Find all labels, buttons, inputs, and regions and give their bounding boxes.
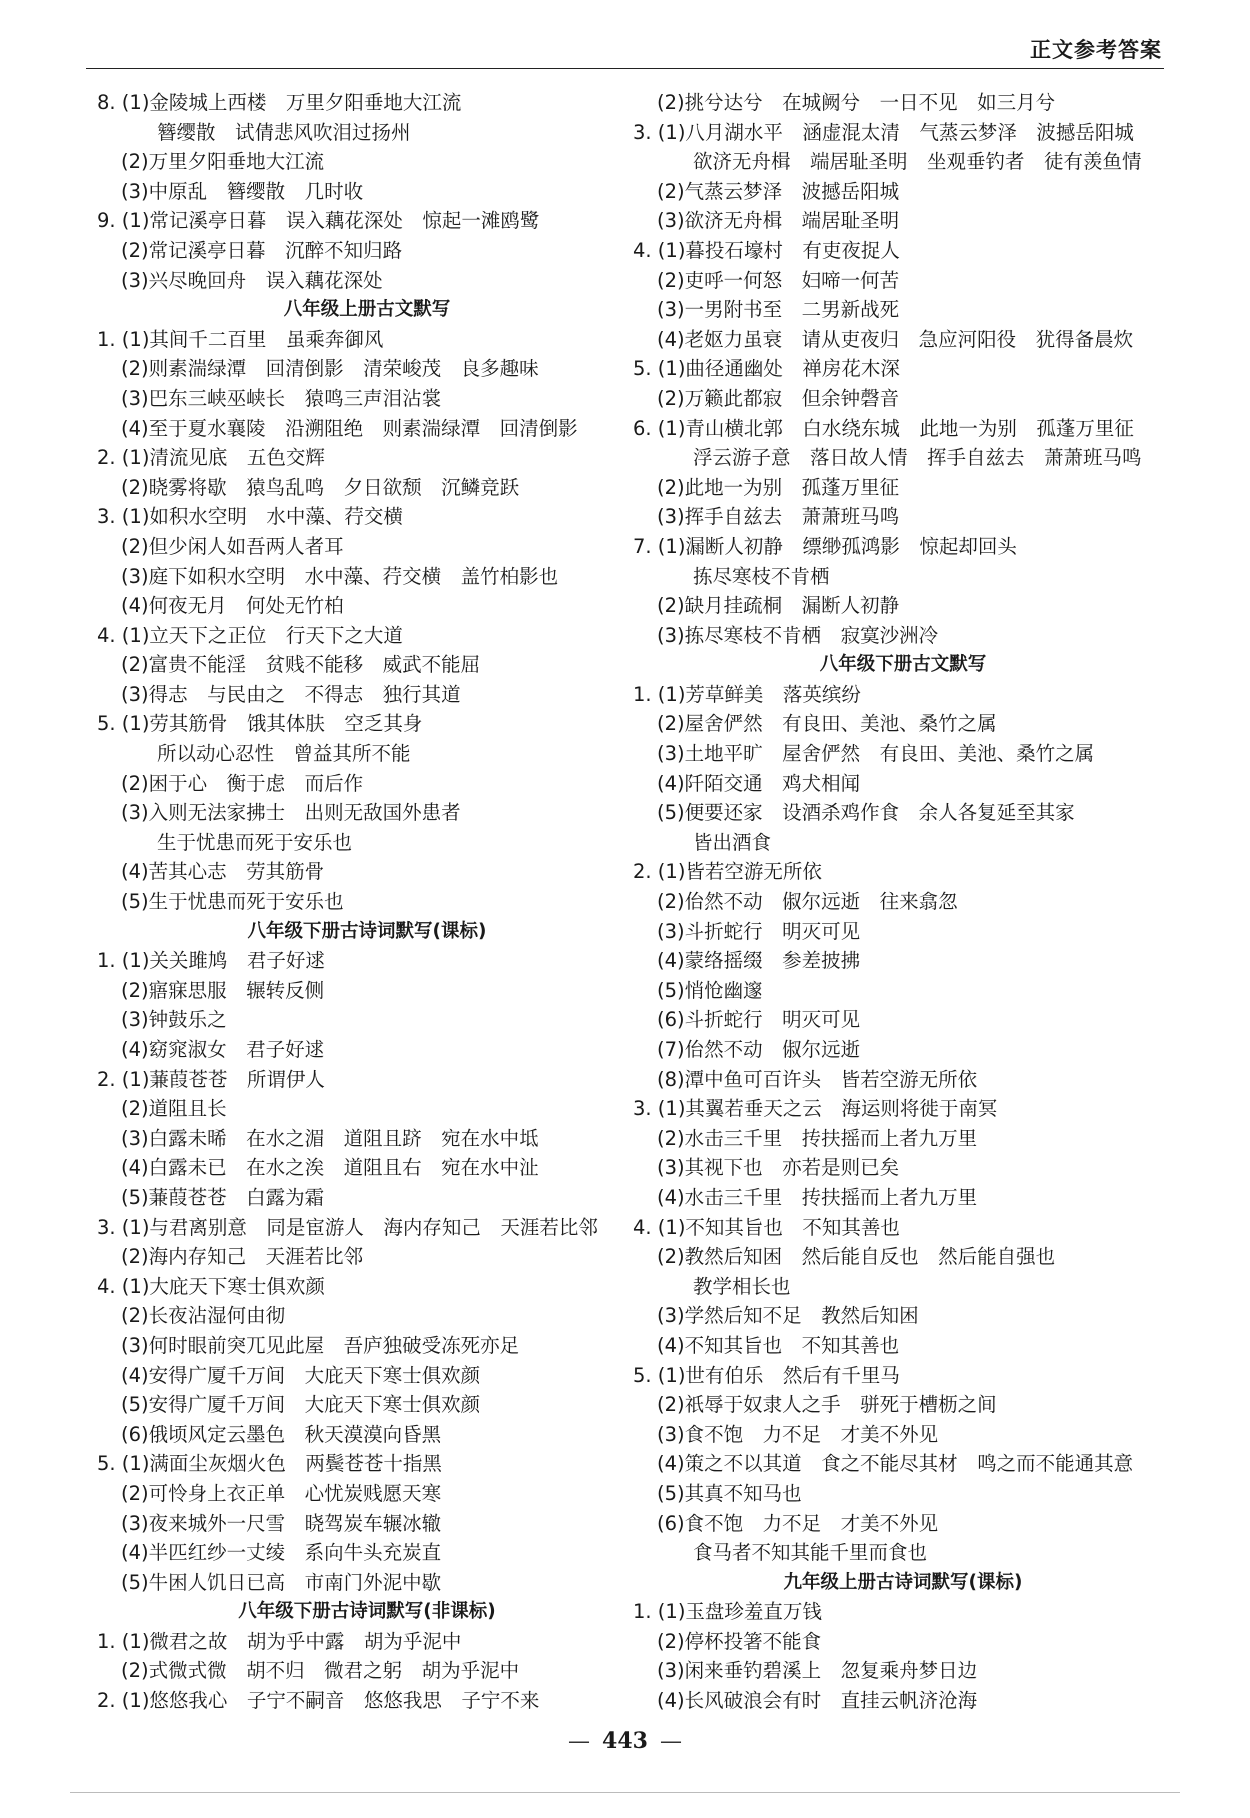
- answer-line: (4)苦其心志 劳其筋骨: [121, 860, 325, 884]
- section-heading: 八年级下册古诗词默写(非课标): [238, 1601, 496, 1623]
- answer-line: (3)得志 与民由之 不得志 独行其道: [121, 682, 461, 706]
- answer-line: (4)至于夏水襄陵 沿溯阻绝 则素湍绿潭 回清倒影: [121, 416, 578, 440]
- answer-line: (3)何时眼前突兀见此屋 吾庐独破受冻死亦足: [121, 1333, 520, 1357]
- answer-line: 生于忧患而死于安乐也: [157, 830, 353, 854]
- answer-line: (4)窈窕淑女 君子好逑: [121, 1038, 325, 1061]
- header-divider: [86, 68, 1164, 69]
- answer-line: (4)不知其旨也 不知其善也: [657, 1333, 900, 1357]
- answer-line: (4)蒙络摇缀 参差披拂: [657, 949, 861, 973]
- answer-line: 欲济无舟楫 端居耻圣明 坐观垂钓者 徒有羡鱼情: [693, 150, 1142, 174]
- answer-line: 浮云游子意 落日故人情 挥手自兹去 萧萧班马鸣: [693, 446, 1142, 470]
- answer-line: (2)常记溪亭日暮 沉醉不知归路: [121, 238, 403, 262]
- answer-line: (2)屋舍俨然 有良田、美池、桑竹之属: [657, 712, 997, 736]
- answer-line: (3)白露未晞 在水之湄 道阻且跻 宛在水中坻: [121, 1126, 539, 1150]
- answer-line: (2)吏呼一何怒 妇啼一何苦: [657, 268, 900, 292]
- section-heading: 八年级上册古文默写: [283, 299, 451, 321]
- answer-line: (4)老妪力虽衰 请从吏夜归 急应河阳役 犹得备晨炊: [657, 327, 1134, 351]
- answer-line: 所以动心忍性 曾益其所不能: [157, 742, 411, 766]
- answer-line: (3)挥手自兹去 萧萧班马鸣: [657, 505, 900, 529]
- page-header-title: 正文参考答案: [1030, 38, 1162, 62]
- answer-line: (2)式微式微 胡不归 微君之躬 胡为乎泥中: [121, 1659, 520, 1683]
- answer-line: (3)庭下如积水空明 水中藻、荇交横 盖竹柏影也: [121, 564, 559, 588]
- answer-line: (2)则素湍绿潭 回清倒影 清荣峻茂 良多趣味: [121, 357, 539, 381]
- answer-line: (3)拣尽寒枝不肯栖 寂寞沙洲冷: [657, 623, 939, 647]
- answer-line: (4)半匹红纱一丈绫 系向牛头充炭直: [121, 1541, 442, 1565]
- answer-line: (2)停杯投箸不能食: [657, 1629, 822, 1653]
- answer-line: (5)其真不知马也: [657, 1481, 802, 1505]
- answer-line: 3. (1)与君离别意 同是宦游人 海内存知己 天涯若比邻: [97, 1215, 598, 1239]
- answer-line: (5)悄怆幽邃: [657, 978, 763, 1002]
- answer-line: 3. (1)如积水空明 水中藻、荇交横: [97, 505, 403, 529]
- page-number: — 443 —: [568, 1728, 682, 1754]
- answer-line: 1. (1)玉盘珍羞直万钱: [633, 1600, 822, 1624]
- answer-line: 教学相长也: [693, 1274, 791, 1298]
- answer-line: 食马者不知其能千里而食也: [693, 1541, 928, 1565]
- answer-line: 9. (1)常记溪亭日暮 误入藕花深处 惊起一滩鸥鹭: [97, 209, 540, 233]
- answer-line: (5)便要还家 设酒杀鸡作食 余人各复延至其家: [657, 801, 1075, 825]
- answer-line: (2)水击三千里 抟扶摇而上者九万里: [657, 1126, 978, 1150]
- answer-line: (4)阡陌交通 鸡犬相闻: [657, 771, 861, 795]
- answer-line: (2)佁然不动 俶尔远逝 往来翕忽: [657, 890, 958, 914]
- section-heading: 八年级下册古诗词默写(课标): [247, 920, 487, 942]
- answer-line: (2)挑兮达兮 在城阙兮 一日不见 如三月兮: [657, 91, 1056, 114]
- answer-line: 4. (1)不知其旨也 不知其善也: [633, 1215, 900, 1239]
- answer-line: 3. (1)八月湖水平 涵虚混太清 气蒸云梦泽 波撼岳阳城: [633, 120, 1134, 144]
- answer-line: (3)巴东三峡巫峡长 猿鸣三声泪沾裳: [121, 386, 442, 410]
- answer-line: (2)但少闲人如吾两人者耳: [121, 534, 344, 558]
- answer-line: (2)缺月挂疏桐 漏断人初静: [657, 594, 900, 618]
- answer-line: (3)食不饱 力不足 才美不外见: [657, 1422, 939, 1446]
- answer-line: (5)蒹葭苍苍 白露为霜: [121, 1185, 325, 1209]
- answer-line: 1. (1)其间千二百里 虽乘奔御风: [97, 327, 384, 351]
- answer-line: 6. (1)青山横北郭 白水绕东城 此地一为别 孤蓬万里征: [633, 416, 1134, 440]
- answer-line: (4)水击三千里 抟扶摇而上者九万里: [657, 1185, 978, 1209]
- answer-line: (7)佁然不动 俶尔远逝: [657, 1038, 861, 1061]
- answer-line: (2)富贵不能淫 贫贱不能移 威武不能屈: [121, 653, 481, 677]
- answer-line: (4)何夜无月 何处无竹柏: [121, 594, 344, 618]
- answer-line: 7. (1)漏断人初静 缥缈孤鸿影 惊起却回头: [633, 534, 1017, 558]
- answer-line: 4. (1)立天下之正位 行天下之大道: [97, 623, 403, 647]
- answer-line: (2)气蒸云梦泽 波撼岳阳城: [657, 179, 900, 203]
- answer-line: 皆出酒食: [693, 830, 772, 854]
- answer-line: (6)斗折蛇行 明灭可见: [657, 1008, 861, 1032]
- page-number-value: 443: [602, 1728, 648, 1754]
- answer-line: 3. (1)其翼若垂天之云 海运则将徙于南冥: [633, 1097, 998, 1121]
- answer-line: (4)策之不以其道 食之不能尽其材 鸣之而不能通其意: [657, 1452, 1134, 1476]
- footer-divider: [70, 1792, 1180, 1793]
- answer-line: (2)教然后知困 然后能自反也 然后能自强也: [657, 1245, 1056, 1269]
- right-column: [633, 88, 1173, 1716]
- answer-line: 4. (1)暮投石壕村 有吏夜捉人: [633, 238, 900, 262]
- answer-line: 1. (1)芳草鲜美 落英缤纷: [633, 682, 861, 706]
- answer-line: 簪缨散 试倩悲风吹泪过扬州: [157, 120, 411, 144]
- answer-line: (3)欲济无舟楫 端居耻圣明: [657, 209, 900, 233]
- answer-line: 5. (1)曲径通幽处 禅房花木深: [633, 357, 900, 381]
- answer-line: 拣尽寒枝不肯栖: [693, 564, 830, 588]
- section-heading: 九年级上册古诗词默写(课标): [783, 1571, 1023, 1593]
- answer-line: (3)中原乱 簪缨散 几时收: [121, 179, 364, 203]
- answer-line: (3)土地平旷 屋舍俨然 有良田、美池、桑竹之属: [657, 742, 1095, 766]
- answer-line: (3)其视下也 亦若是则已矣: [657, 1156, 900, 1180]
- answer-line: (2)万籁此都寂 但余钟磬音: [657, 386, 900, 410]
- answer-line: 5. (1)劳其筋骨 饿其体肤 空乏其身: [97, 712, 423, 736]
- answer-line: 5. (1)世有伯乐 然后有千里马: [633, 1363, 900, 1387]
- answer-line: (2)祇辱于奴隶人之手 骈死于槽枥之间: [657, 1393, 997, 1417]
- answer-line: (5)牛困人饥日已高 市南门外泥中歇: [121, 1570, 442, 1594]
- answer-line: (3)入则无法家拂士 出则无敌国外患者: [121, 801, 461, 825]
- section-heading: 八年级下册古文默写: [819, 654, 987, 676]
- answer-line: 2. (1)悠悠我心 子宁不嗣音 悠悠我思 子宁不来: [97, 1689, 540, 1713]
- answer-line: (3)夜来城外一尺雪 晓驾炭车辗冰辙: [121, 1511, 442, 1535]
- answer-line: (3)学然后知不足 教然后知困: [657, 1304, 919, 1328]
- answer-line: 8. (1)金陵城上西楼 万里夕阳垂地大江流: [97, 91, 462, 114]
- answer-line: 2. (1)皆若空游无所依: [633, 860, 822, 884]
- answer-line: (4)白露未已 在水之涘 道阻且右 宛在水中沚: [121, 1156, 539, 1180]
- answer-line: (6)俄顷风定云墨色 秋天漠漠向昏黑: [121, 1422, 442, 1446]
- answer-line: (2)万里夕阳垂地大江流: [121, 150, 325, 174]
- answer-line: (2)困于心 衡于虑 而后作: [121, 771, 364, 795]
- answer-line: (3)钟鼓乐之: [121, 1008, 227, 1032]
- answer-line: (2)此地一为别 孤蓬万里征: [657, 475, 900, 499]
- answer-line: (3)兴尽晚回舟 误入藕花深处: [121, 268, 383, 292]
- answer-line: (2)道阻且长: [121, 1097, 227, 1121]
- answer-line: (2)晓雾将歇 猿鸟乱鸣 夕日欲颓 沉鳞竞跃: [121, 475, 520, 499]
- answer-line: (3)一男附书至 二男新战死: [657, 298, 900, 322]
- answer-line: 1. (1)关关雎鸠 君子好逑: [97, 949, 325, 973]
- answer-line: 5. (1)满面尘灰烟火色 两鬓苍苍十指黑: [97, 1452, 442, 1476]
- answer-line: (5)安得广厦千万间 大庇天下寒士俱欢颜: [121, 1393, 481, 1417]
- answer-line: (3)斗折蛇行 明灭可见: [657, 919, 861, 943]
- left-column: [97, 88, 637, 1716]
- answer-line: (6)食不饱 力不足 才美不外见: [657, 1511, 939, 1535]
- answer-line: (2)可怜身上衣正单 心忧炭贱愿天寒: [121, 1481, 442, 1505]
- answer-line: 2. (1)清流见底 五色交辉: [97, 446, 325, 470]
- answer-line: 1. (1)微君之故 胡为乎中露 胡为乎泥中: [97, 1629, 462, 1653]
- answer-line: (4)长风破浪会有时 直挂云帆济沧海: [657, 1689, 978, 1713]
- answer-line: (3)闲来垂钓碧溪上 忽复乘舟梦日边: [657, 1659, 978, 1683]
- answer-line: (4)安得广厦千万间 大庇天下寒士俱欢颜: [121, 1363, 481, 1387]
- answer-line: 2. (1)蒹葭苍苍 所谓伊人: [97, 1067, 325, 1091]
- answer-line: (2)寤寐思服 辗转反侧: [121, 978, 325, 1002]
- answer-line: 4. (1)大庇天下寒士俱欢颜: [97, 1274, 325, 1298]
- answer-line: (2)长夜沾湿何由彻: [121, 1304, 286, 1328]
- answer-line: (8)潭中鱼可百许头 皆若空游无所依: [657, 1067, 978, 1091]
- answer-line: (2)海内存知己 天涯若比邻: [121, 1245, 364, 1269]
- answer-line: (5)生于忧患而死于安乐也: [121, 890, 344, 914]
